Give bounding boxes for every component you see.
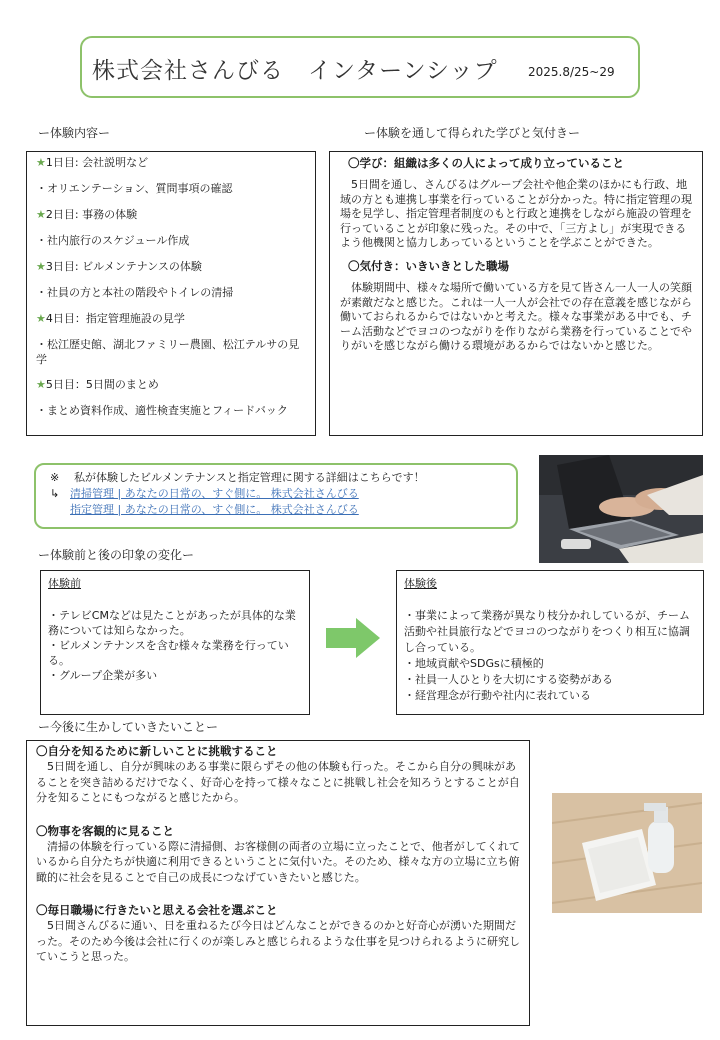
schedule-detail-3: ・社員の方と本社の階段やトイレの清掃 [36,286,234,299]
after-line-2: ・地域貢献やSDGsに積極的 [404,657,544,670]
before-line-3: ・グループ企業が多い [48,669,158,682]
future-body-3: 5日間さんびるに通い、日を重ねるたび今日はどんなことができるのかと好奇心が湧いた期間だった。そのため今後は会社に行くのが楽しみと感じられるような仕事を見つけられるように研究していこうと思った。 [36,919,520,963]
future-body-1: 5日間を通し、自分が興味のある事業に限らずその他の体験も行った。そこから自分の興味があることを突き詰めるだけでなく、好奇心を持って様々なことに挑戦し社会を知ろうとすることが自分を知ることにもつながると感じたから。 [36,760,520,804]
learning-heading: ー体験を通して得られた学びと気付きー [364,126,581,140]
link-cleaning[interactable]: 清掃管理 | あなたの日常の、すぐ側に。 株式会社さんびる [70,487,359,500]
schedule-list [36,155,310,435]
after-title: 体験後 [404,577,437,590]
learning-body-1: 5日間を通し、さんびるはグループ会社や他企業のほかにも行政、地域の方とも連携し事業を行っていることが分かった。特に指定管理の現場を見学し、指定管理者制度のもと行政と連携をしながら施設の管理を行っていることが印象に残った。その中で、「三方よし」が実現できるよう他機関と協力しあっているということを学ぶことができた。 [340,178,692,250]
learning-heading-2: 〇気付き：いきいきとした職場 [348,258,509,273]
page-title: 株式会社さんびる インターンシップ [92,58,498,84]
learning-body-2: 体験期間中、様々な場所で働いている方を見て皆さん一人一人の笑顔が素敵だなと感じた。これは一人一人が会社での存在意義を感じながら働いておられるからではないかと考えた。様々な事業がある中でも、チーム活動などでヨコのつながりを作りながら業務を行っていることでやりがいを感じながら働ける環境があるからではないかと感じた。 [340,280,692,353]
schedule-day-3: ★3日目: ビルメンテナンスの体験 [36,260,202,273]
link-designated-management[interactable]: 指定管理 | あなたの日常の、すぐ側に。 株式会社さんびる [70,503,359,516]
note-mark: ※ [50,471,60,484]
arrow-return-icon: ↳ [50,487,60,500]
right-arrow-icon [326,618,380,658]
cleaning-cloth-spray-photo [552,793,702,913]
star-icon: ★ [36,260,46,273]
before-title: 体験前 [48,577,81,590]
schedule-detail-1: ・オリエンテーション、質問事項の確認 [36,182,233,195]
before-line-1: ・テレビCMなどは見たことがあったが具体的な業務については知らなかった。 [48,609,296,637]
before-line-2: ・ビルメンテナンスを含む様々な業務を行っている。 [48,639,289,667]
star-icon: ★ [36,378,46,391]
schedule-detail-2: ・社内旅行のスケジュール作成 [36,234,190,247]
schedule-day-1: ★1日目: 会社説明など [36,156,149,169]
future-content [36,744,524,965]
future-heading-1: 〇自分を知るために新しいことに挑戦すること [36,744,278,758]
after-line-4: ・経営理念が行動や社内に表れている [404,689,591,702]
star-icon: ★ [36,208,46,221]
star-icon: ★ [36,312,46,325]
star-icon: ★ [36,156,46,169]
impression-heading: ー体験前と後の印象の変化ー [38,548,195,562]
after-line-1: ・事業によって業務が異なり枝分かれしているが、チーム活動や社員旅行などでヨコのつながりをつくり相互に協調し合っている。 [404,609,690,654]
after-line-3: ・社員一人ひとりを大切にする姿勢がある [404,673,613,686]
schedule-day-2: ★2日目: 事務の体験 [36,208,138,221]
future-heading-2: 〇物事を客観的に見ること [36,823,174,838]
content-heading: ー体験内容ー [38,126,111,140]
learning-heading-1: 〇学び：組織は多くの人によって成り立っていること [348,156,624,170]
future-heading-3: 〇毎日職場に行きたいと思える会社を選ぶこと [36,903,278,917]
future-body-2: 清掃の体験を行っている際に清掃側、お客様側の両者の立場に立ったことで、他者がしてくれているから自分たちが快適に利用できるということに気付いた。そのため、様々な方の立場に立ち俯瞰的に社会を見ることで自己の成長につなげていきたいと感じた。 [36,839,520,884]
learning-content [340,156,694,354]
date-range: 2025.8/25~29 [528,65,615,79]
laptop-typing-photo [539,455,703,563]
before-list [48,608,304,683]
after-list [404,608,696,704]
schedule-day-5: ★5日目：5日間のまとめ [36,378,159,391]
future-heading: ー今後に生かしていきたいことー [38,720,219,734]
schedule-detail-4: ・松江歴史館、湖北ファミリー農園、松江テルサの見学 [36,338,300,366]
schedule-detail-5: ・まとめ資料作成、適性検査実施とフィードバック [36,404,288,417]
note-text: 私が体験したビルメンテナンスと指定管理に関する詳細はこちらです！ [74,471,425,484]
schedule-day-4: ★4日目：指定管理施設の見学 [36,312,185,325]
